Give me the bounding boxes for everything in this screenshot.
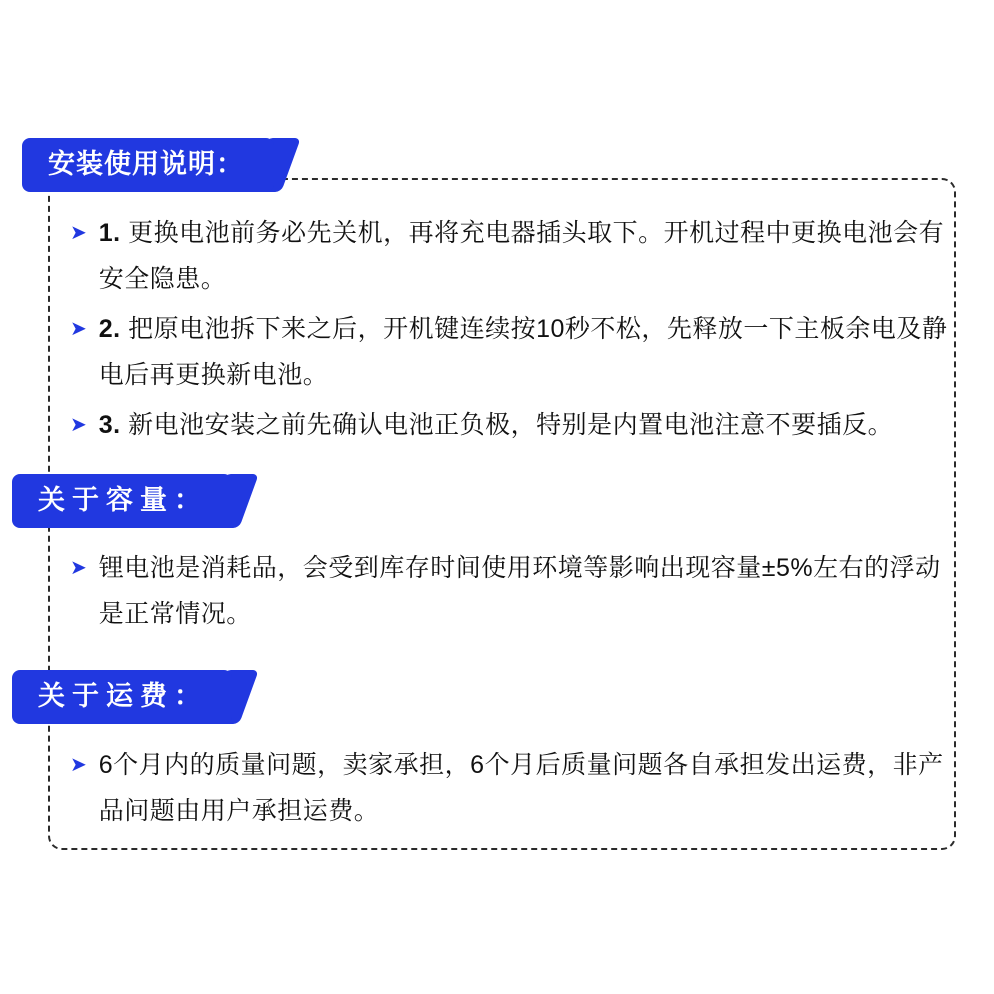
section-heading-install — [22, 138, 274, 192]
list-item-number: 3. — [98, 411, 121, 439]
list-item-text: 新电池安装之前先确认电池正负极，特别是内置电池注意不要插反。 — [128, 411, 894, 439]
list-shipping — [70, 742, 960, 838]
section-heading-capacity — [12, 474, 232, 528]
list-item — [70, 742, 960, 834]
arrow-bullet-icon: ➤ — [70, 557, 87, 579]
list-install — [70, 210, 960, 452]
list-item — [70, 210, 960, 302]
list-item-text: 把原电池拆下来之后，开机键连续按10秒不松，先释放一下主板余电及静电后再更换新电池。 — [98, 315, 948, 389]
list-item — [70, 402, 960, 448]
section-heading-shipping — [12, 670, 232, 724]
list-item — [70, 306, 960, 398]
list-item-text: 锂电池是消耗品，会受到库存时间使用环境等影响出现容量±5%左右的浮动是正常情况。 — [98, 554, 941, 628]
section-heading-shipping-label: 关于运费： — [12, 670, 232, 724]
list-item-text: 更换电池前务必先关机，再将充电器插头取下。开机过程中更换电池会有安全隐患。 — [98, 219, 945, 293]
arrow-bullet-icon: ➤ — [70, 414, 87, 436]
list-item-number: 2. — [98, 315, 121, 343]
arrow-bullet-icon: ➤ — [70, 222, 87, 244]
section-heading-capacity-label: 关于容量： — [12, 474, 232, 528]
list-item-number: 1. — [98, 219, 121, 247]
list-item — [70, 545, 960, 637]
arrow-bullet-icon: ➤ — [70, 318, 87, 340]
list-item-text: 6个月内的质量问题，卖家承担，6个月后质量问题各自承担发出运费，非产品问题由用户承担运费。 — [98, 751, 944, 825]
section-heading-install-label: 安装使用说明： — [22, 138, 274, 192]
list-capacity — [70, 545, 960, 641]
arrow-bullet-icon: ➤ — [70, 754, 87, 776]
